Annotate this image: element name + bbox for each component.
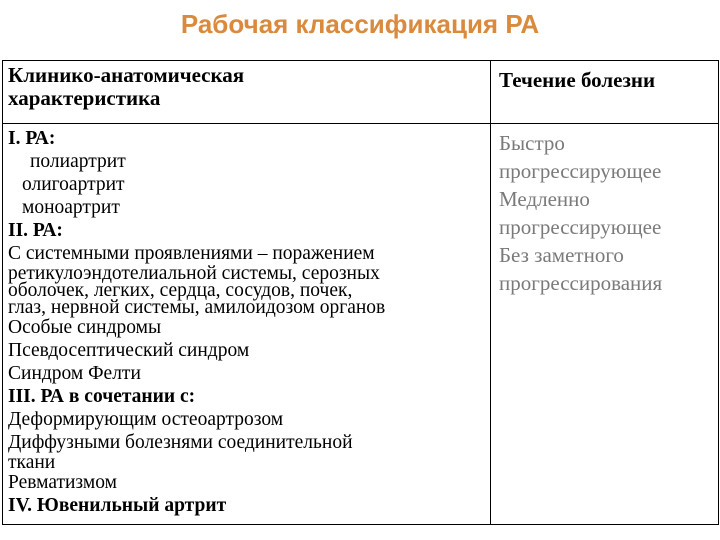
disease-course-item: Быстро — [499, 131, 565, 155]
classification-line: IV. Ювенильный артрит — [8, 495, 227, 516]
disease-course-item: прогрессирующее — [499, 159, 662, 183]
disease-course-item: прогрессирования — [499, 271, 663, 295]
classification-line: Особые синдромы — [8, 317, 162, 338]
classification-line: I. РА: — [8, 128, 56, 149]
classification-line: Ревматизмом — [8, 472, 117, 493]
classification-line: оболочек, легких, сердца, сосудов, почек, — [8, 280, 353, 301]
classification-table — [2, 60, 719, 525]
table-header-row — [3, 61, 719, 124]
header-left-line-1: Клинико-анатомическая — [8, 63, 245, 87]
disease-course-item: прогрессирующее — [499, 215, 662, 239]
classification-line: Псевдосептический синдром — [8, 340, 250, 361]
classification-line: II. РА: — [8, 220, 63, 241]
disease-course-cell — [491, 124, 719, 525]
disease-course-item: Без заметного — [499, 243, 624, 267]
clinical-anatomical-list — [8, 127, 485, 517]
classification-line: Синдром Фелти — [8, 363, 141, 384]
slide-title: Рабочая классификация РА — [180, 9, 540, 39]
classification-line: олигоартрит — [22, 174, 125, 195]
classification-line: ткани — [8, 452, 56, 473]
classification-line: Деформирующим остеоартрозом — [8, 409, 284, 430]
classification-line: III. РА в сочетании с: — [8, 386, 196, 407]
header-disease-course: Течение болезни — [491, 61, 719, 124]
classification-line: С системными проявлениями – поражением — [8, 243, 375, 264]
classification-line: глаз, нервной системы, амилоидозом органов — [8, 297, 386, 318]
classification-line: полиартрит — [30, 151, 126, 172]
header-clinical-anatomical — [3, 61, 491, 124]
table-body-row — [3, 124, 719, 525]
clinical-anatomical-cell — [3, 124, 491, 525]
disease-course-item: Медленно — [499, 187, 590, 211]
classification-line: моноартрит — [22, 197, 120, 218]
header-left-line-2: характеристика — [8, 86, 161, 110]
classification-table-wrapper — [2, 60, 718, 525]
disease-course-list — [496, 127, 713, 297]
classification-line: ретикулоэндотелиальной системы, серозных — [8, 263, 380, 284]
classification-line: Диффузными болезнями соединительной — [8, 432, 353, 453]
